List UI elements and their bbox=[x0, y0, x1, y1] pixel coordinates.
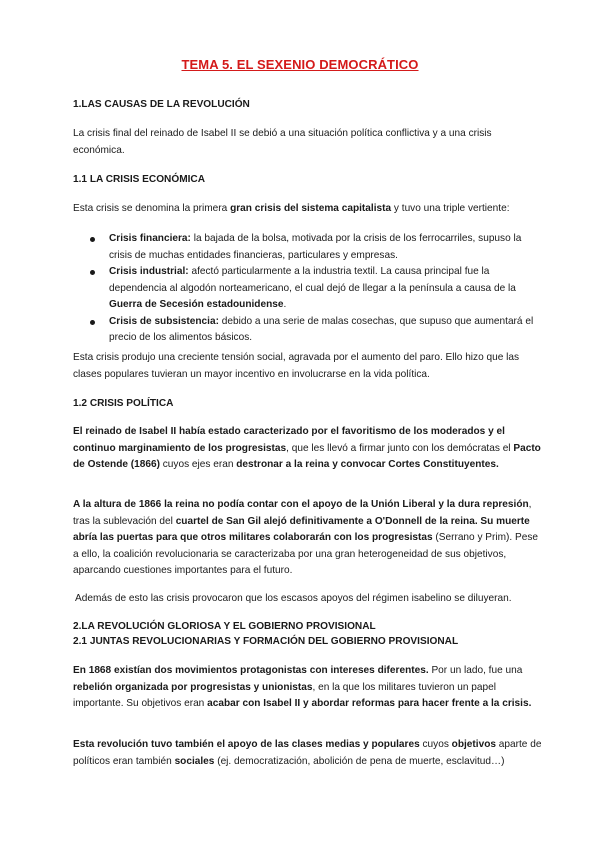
text-run-bold: acabar con Isabel II y abordar reformas para hacer frente a la crisis. bbox=[207, 698, 532, 709]
text-run-bold: gran crisis del sistema capitalista bbox=[230, 203, 392, 214]
text-run: cuyos ejes eran bbox=[159, 459, 237, 470]
text-run: cuyos bbox=[419, 739, 452, 750]
paragraph-tension-social: Esta crisis produjo una creciente tensión social, agravada por el aumento del paro. Ello hizo que las clases populares tuvieran un mayor incentivo en involucrarse en la vida política. bbox=[73, 352, 520, 380]
text-run-bold: Pacto de Ostende (1866) bbox=[73, 442, 541, 470]
section-heading-crisis-politica: 1.2 CRISIS POLÍTICA bbox=[73, 398, 174, 409]
text-run: , en la que los militares tuvieron un papel importante. Su objetivos eran bbox=[73, 681, 496, 709]
bullet-icon bbox=[90, 237, 95, 242]
text-run: la bajada de la bolsa, motivada por la crisis de los ferrocarriles, supuso la crisis de muchas entidades financieras, particulares y empresas. bbox=[109, 233, 522, 261]
paragraph-primera-crisis bbox=[73, 201, 543, 218]
text-run-bold: A la altura de 1866 la reina no podía contar con el apoyo de la Unión Liberal y la dura represión bbox=[73, 499, 529, 510]
document-title: TEMA 5. EL SEXENIO DEMOCRÁTICO bbox=[181, 57, 419, 72]
text-run: afectó particularmente a la industria textil. La causa principal fue la dependencia al algodón norteamericano, el cual dejó de llegar a la península a causa de la bbox=[109, 266, 516, 294]
text-run-bold: rebelión organizada por progresistas y unionistas bbox=[73, 681, 313, 693]
paragraph-apoyos: Además de esto las crisis provocaron que los escasos apoyos del régimen isabelino se diluyeran. bbox=[75, 593, 512, 604]
text-run-bold: Esta revolución tuvo también el apoyo de las clases medias y populares bbox=[73, 739, 420, 750]
text-run-bold: destronar a la reina y convocar Cortes Constituyentes. bbox=[236, 459, 499, 470]
list-item bbox=[73, 264, 543, 314]
paragraph-1868 bbox=[73, 663, 543, 713]
text-run-bold: Guerra de Secesión estadounidense bbox=[109, 299, 284, 310]
list-item bbox=[73, 231, 543, 264]
text-run: (Serrano y Prim). Pese a ello, la coalición revolucionaria se caracterizaba por una gran heterogeneidad de sus objetivos, aparcando cuestiones importantes para el futuro. bbox=[73, 532, 539, 576]
text-run-bold: objetivos bbox=[451, 739, 496, 750]
section-heading-revolucion-gloriosa: 2.LA REVOLUCIÓN GLORIOSA Y EL GOBIERNO PROVISIONAL bbox=[73, 621, 376, 632]
text-run-bold: Crisis de subsistencia: bbox=[109, 315, 219, 327]
text-run-bold: El reinado de Isabel II había estado caracterizado por el favoritismo de los moderados y el continuo marginamiento de los progresistas bbox=[73, 426, 505, 454]
crisis-list bbox=[73, 231, 543, 347]
paragraph-crisis-final: La crisis final del reinado de Isabel II se debió a una situación política conflictiva y a una crisis económica. bbox=[73, 128, 492, 156]
text-run: y tuvo una triple vertiente: bbox=[391, 203, 510, 214]
text-run: (ej. democratización, abolición de pena de muerte, esclavitud…) bbox=[214, 755, 505, 767]
section-subheading-juntas: 2.1 JUNTAS REVOLUCIONARIAS Y FORMACIÓN DEL GOBIERNO PROVISIONAL bbox=[73, 636, 459, 647]
paragraph-1866 bbox=[73, 497, 543, 580]
text-run-bold: Crisis industrial: bbox=[109, 266, 189, 277]
paragraph-reinado bbox=[73, 424, 543, 474]
text-run: Esta crisis se denomina la primera bbox=[73, 203, 231, 214]
text-run-bold: En 1868 existían dos movimientos protagonistas con intereses diferentes. bbox=[73, 665, 429, 676]
text-run: Por un lado, fue una bbox=[428, 665, 523, 676]
bullet-icon bbox=[90, 320, 95, 325]
text-run: . bbox=[283, 299, 287, 310]
paragraph-clases-medias bbox=[73, 737, 543, 770]
text-run: aparte de políticos eran también bbox=[73, 739, 542, 767]
text-run-bold: sociales bbox=[174, 755, 215, 767]
list-item bbox=[73, 314, 543, 347]
text-run: , tras la sublevación del bbox=[73, 499, 532, 527]
text-run-bold: cuartel de San Gil alejó definitivamente a O'Donnell de la reina. Su muerte abría las puertas para que otros militares colaborarán con los progresistas bbox=[73, 515, 530, 543]
text-run: debido a una serie de malas cosechas, que supuso que aumentará el precio de los alimentos básicos. bbox=[109, 315, 534, 343]
bullet-icon bbox=[90, 270, 95, 275]
text-run: , que les llevó a firmar junto con los demócratas el bbox=[286, 442, 514, 454]
text-run-bold: Crisis financiera: bbox=[109, 233, 191, 244]
section-heading-crisis-economica: 1.1 LA CRISIS ECONÓMICA bbox=[73, 174, 205, 185]
section-heading-causas: 1.LAS CAUSAS DE LA REVOLUCIÓN bbox=[73, 99, 250, 110]
